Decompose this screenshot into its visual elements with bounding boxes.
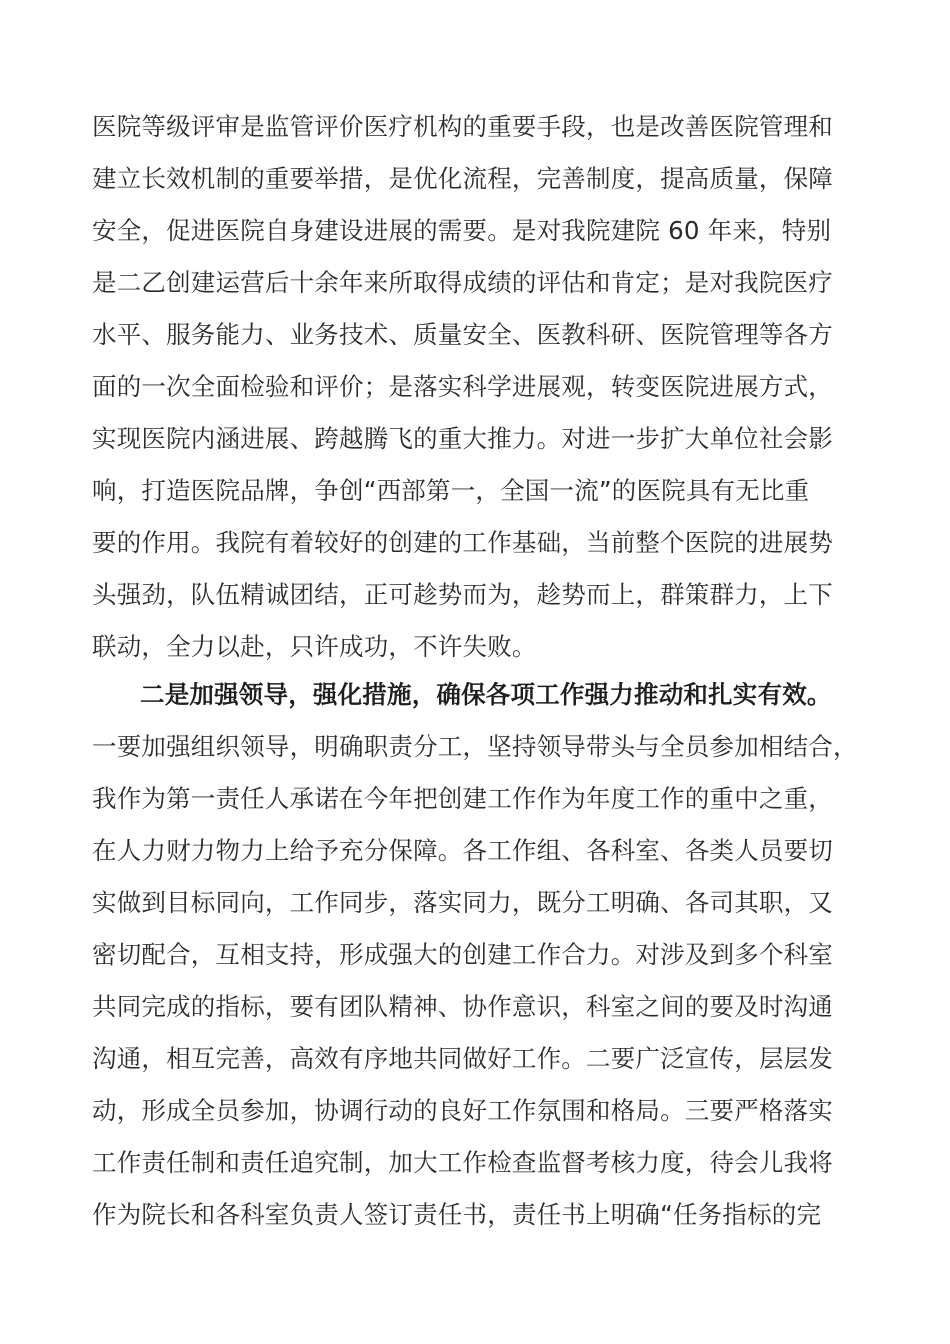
text-line: 响，打造医院品牌，争创“西部第一，全国一流”的医院具有无比重 (92, 476, 810, 505)
text-line: 沟通，相互完善，高效有序地共同做好工作。二要广泛宣传，层层发 (92, 1044, 833, 1073)
text-line: 在人力财力物力上给予充分保障。各工作组、各科室、各类人员要切 (92, 836, 833, 865)
text-line: 共同完成的指标，要有团队精神、协作意识，科室之间的要及时沟通 (92, 992, 833, 1021)
section-heading: 二是加强领导，强化措施，确保各项工作强力推动和扎实有效。 (140, 680, 832, 709)
text-line: 要的作用。我院有着较好的创建的工作基础，当前整个医院的进展势 (92, 528, 833, 557)
text-line: 一要加强组织领导，明确职责分工，坚持领导带头与全员参加相结合， (92, 732, 858, 761)
text-line: 联动，全力以赴，只许成功，不许失败。 (92, 632, 537, 661)
text-line: 作为院长和各科室负责人签订责任书，责任书上明确“任务指标的完 (92, 1200, 822, 1229)
text-line: 实现医院内涵进展、跨越腾飞的重大推力。对进一步扩大单位社会影 (92, 424, 833, 453)
text-line: 安全，促进医院自身建设进展的需要。是对我院建院 60 年来，特别 (92, 216, 832, 245)
text-line: 头强劲，队伍精诚团结，正可趁势而为，趁势而上，群策群力，上下 (92, 580, 833, 609)
text-line: 医院等级评审是监管评价医疗机构的重要手段，也是改善医院管理和 (92, 112, 833, 141)
text-line: 密切配合，互相支持，形成强大的创建工作合力。对涉及到多个科室 (92, 940, 833, 969)
text-line: 面的一次全面检验和评价；是落实科学进展观，转变医院进展方式， (92, 372, 833, 401)
text-line: 是二乙创建运营后十余年来所取得成绩的评估和肯定；是对我院医疗 (92, 268, 833, 297)
text-line: 工作责任制和责任追究制，加大工作检查监督考核力度，待会儿我将 (92, 1148, 833, 1177)
text-line: 水平、服务能力、业务技术、质量安全、医教科研、医院管理等各方 (92, 320, 833, 349)
text-line: 我作为第一责任人承诺在今年把创建工作作为年度工作的重中之重， (92, 784, 833, 813)
text-line: 实做到目标同向，工作同步，落实同力，既分工明确、各司其职，又 (92, 888, 833, 917)
text-line: 建立长效机制的重要举措，是优化流程，完善制度，提高质量，保障 (92, 164, 833, 193)
text-line: 动，形成全员参加，协调行动的良好工作氛围和格局。三要严格落实 (92, 1096, 833, 1125)
